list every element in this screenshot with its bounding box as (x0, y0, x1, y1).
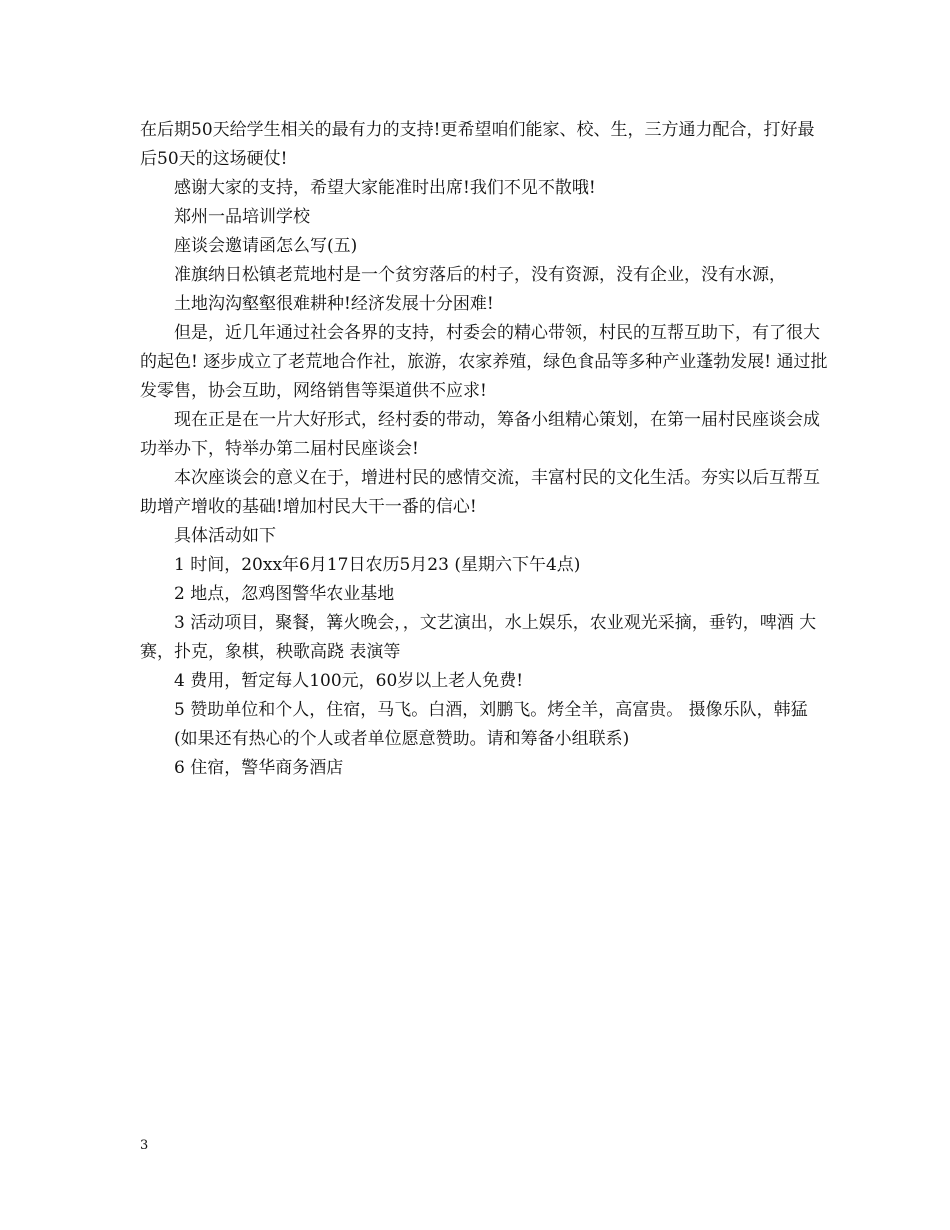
paragraph-6: 土地沟沟壑壑很难耕种!经济发展十分困难! (174, 294, 494, 314)
list-item-fee: 4 费用，暂定每人100元，60岁以上老人免费! (174, 671, 524, 691)
list-item-lodging: 6 住宿，警华商务酒店 (174, 758, 344, 778)
paragraph-7: 但是，近几年通过社会各界的支持，村委会的精心带领，村民的互帮互助下，有了很大的起色! 逐步成立了老荒地合作社，旅游，农家养殖，绿色食品等多种产业蓬勃发展! 通过批发零售，协会互助，网络销售等渠道供不应求! (140, 323, 828, 401)
paragraph-5: 准旗纳日松镇老荒地村是一个贫穷落后的村子，没有资源，没有企业，没有水源， (174, 265, 786, 285)
list-item-activities: 3 活动项目，聚餐，篝火晚会，，文艺演出，水上娱乐，农业观光采摘，垂钓，啤酒 大赛，扑克，象棋，秧歌高跷 表演等 (140, 613, 817, 662)
paragraph-2: 感谢大家的支持，希望大家能准时出席!我们不见不散哦! (174, 178, 596, 198)
paragraph-1: 在后期50天给学生相关的最有力的支持!更希望咱们能家、校、生，三方通力配合，打好最后50天的这场硬仗! (140, 120, 815, 169)
list-item-time: 1 时间，20xx年6月17日农历5月23 (星期六下午4点) (174, 555, 581, 575)
paragraph-8: 现在正是在一片大好形式，经村委的带动，筹备小组精心策划，在第一届村民座谈会成功举办下，特举办第二届村民座谈会! (140, 410, 820, 459)
sponsor-note: (如果还有热心的个人或者单位愿意赞助。请和筹备小组联系) (174, 729, 630, 749)
document-body (140, 116, 830, 783)
page-number: 3 (140, 1138, 149, 1153)
paragraph-10: 具体活动如下 (174, 526, 276, 546)
section-heading: 座谈会邀请函怎么写(五) (174, 236, 358, 256)
list-item-sponsors: 5 赞助单位和个人，住宿，马飞。白酒，刘鹏飞。烤全羊，高富贵。 摄像乐队，韩猛 (174, 700, 808, 720)
list-item-location: 2 地点，忽鸡图警华农业基地 (174, 584, 395, 604)
paragraph-3: 郑州一品培训学校 (174, 207, 310, 227)
paragraph-9: 本次座谈会的意义在于，增进村民的感情交流，丰富村民的文化生活。夯实以后互帮互助增产增收的基础!增加村民大干一番的信心! (140, 468, 820, 517)
